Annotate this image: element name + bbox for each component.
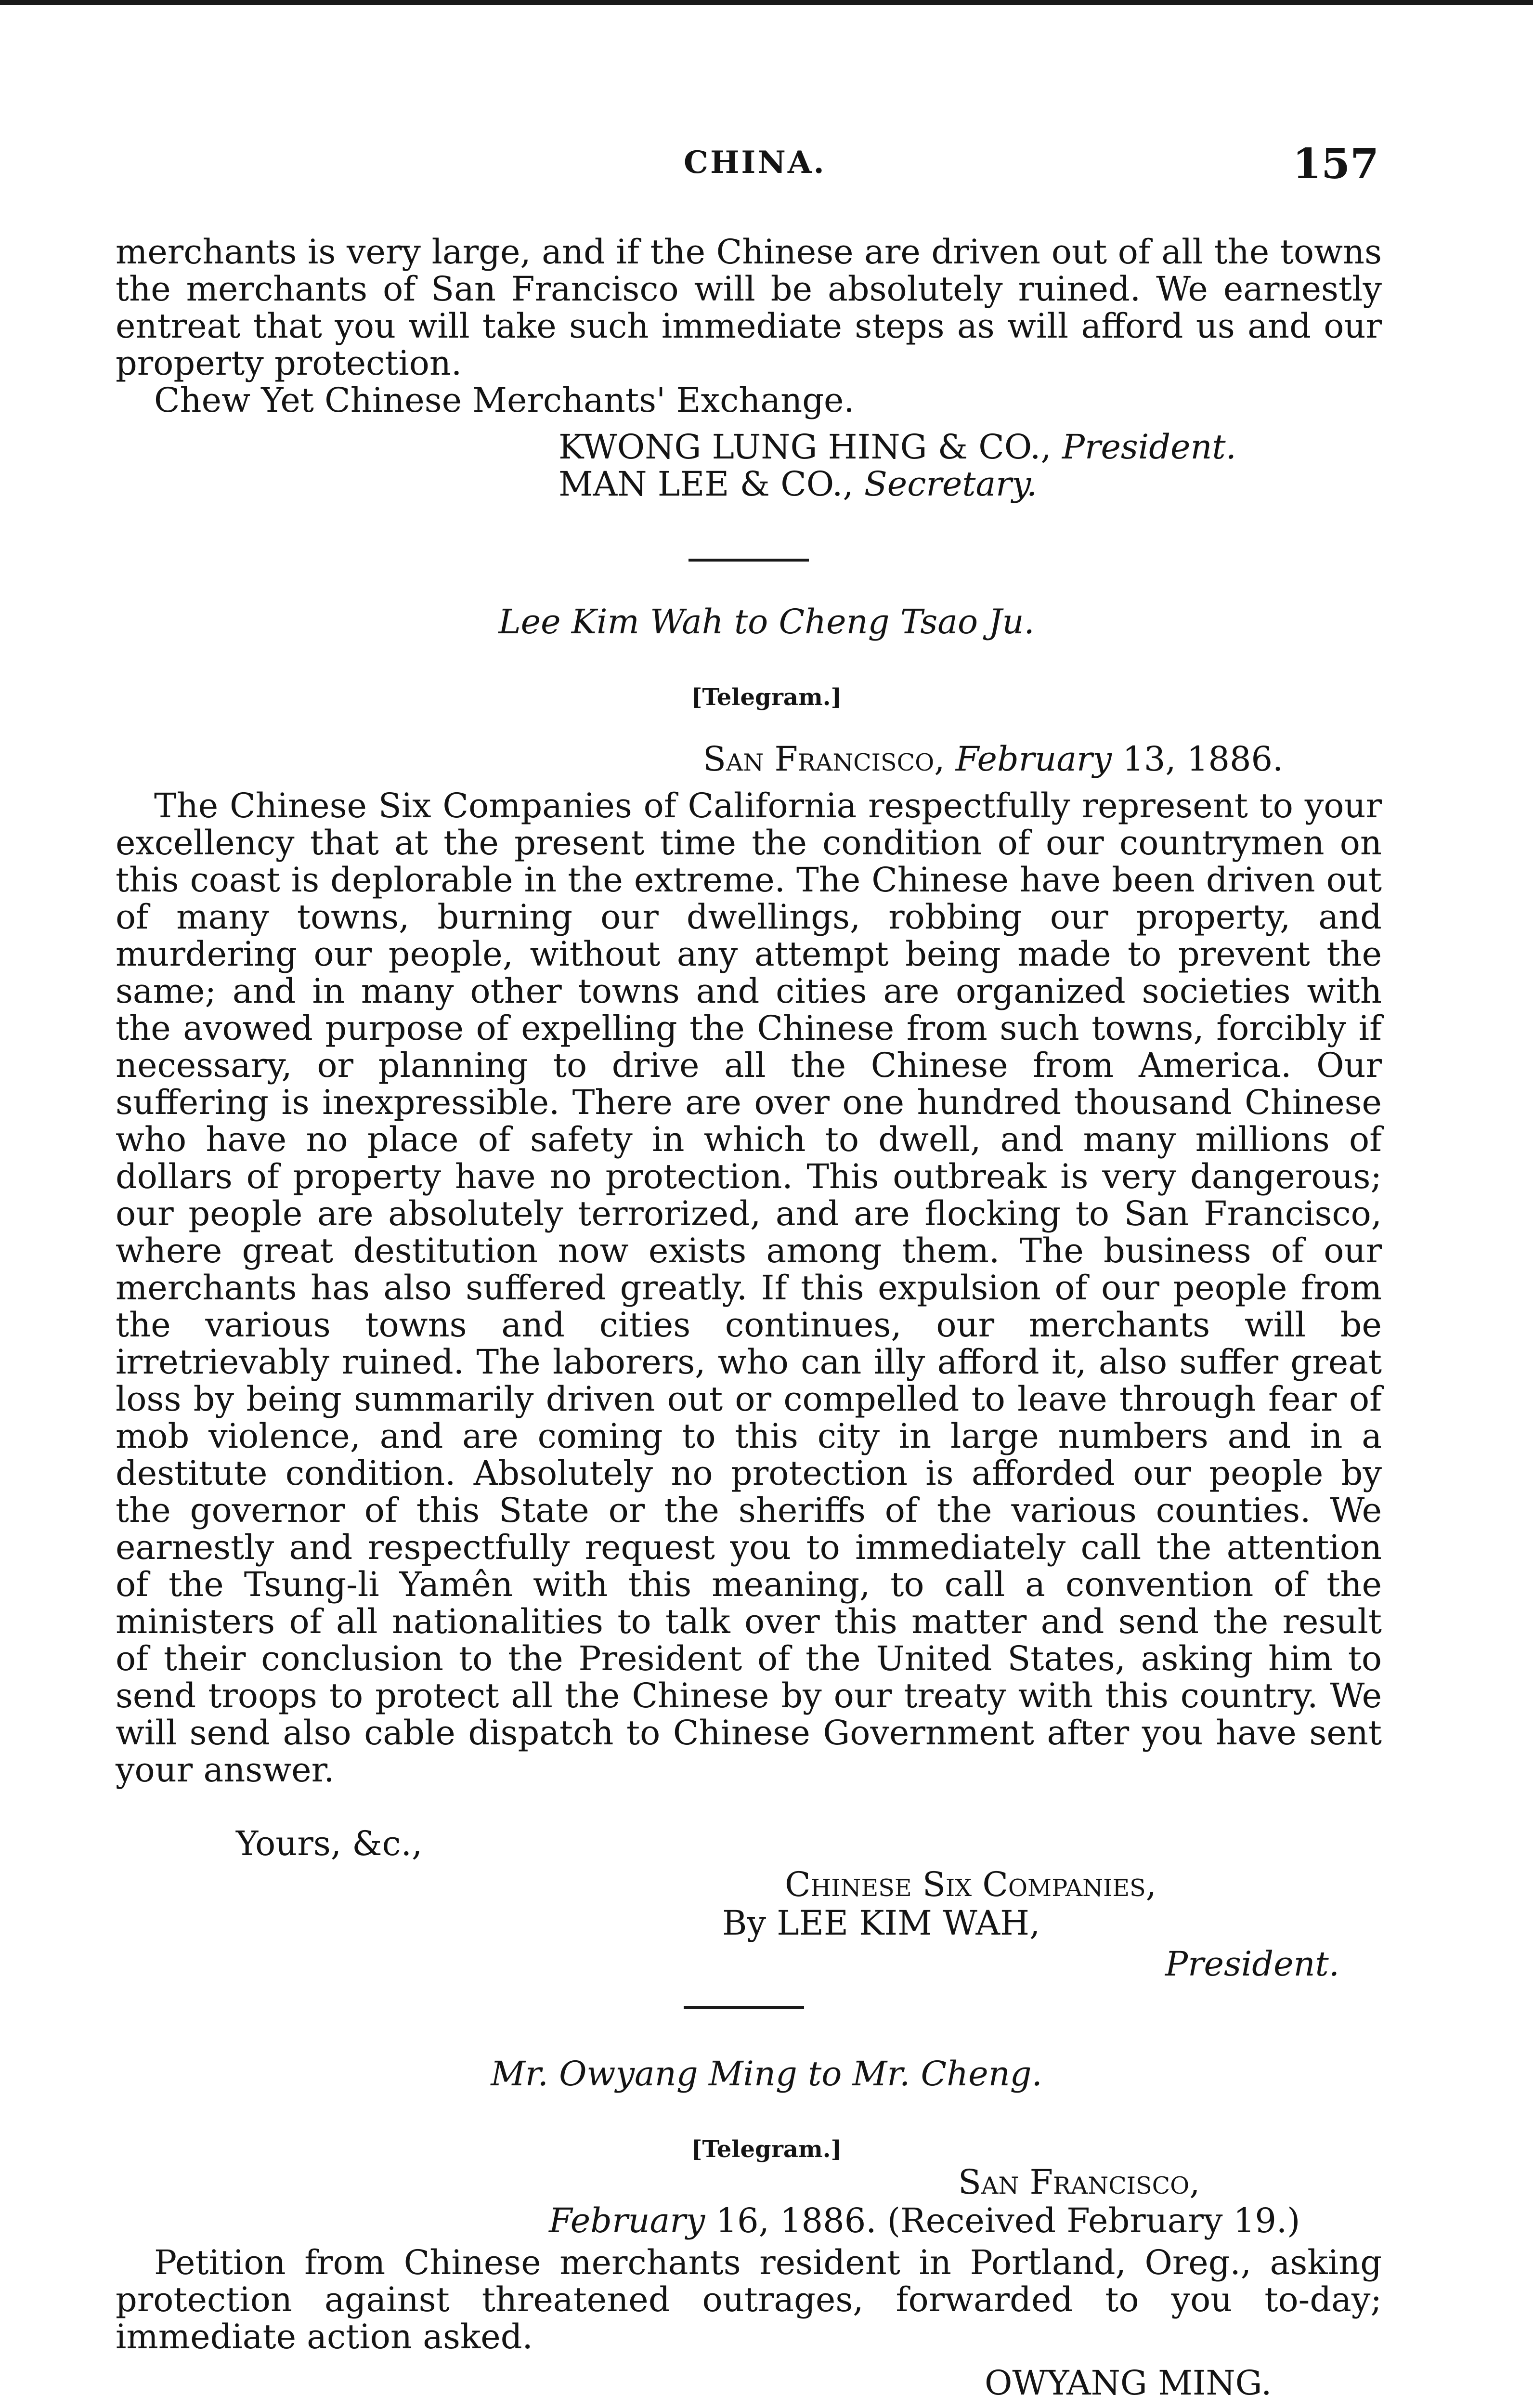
- page-number: 157: [1292, 140, 1379, 188]
- telegram-body: [116, 787, 1382, 1789]
- date-month: February: [549, 2201, 705, 2240]
- signoff: Chew Yet Chinese Merchants' Exchange.: [154, 380, 855, 420]
- page-top-border: [0, 0, 1533, 5]
- paragraph: Petition from Chinese merchants resident in Portland, Oreg., asking protection against threatened outrages, forwarded to you to-day; immediate action asked.: [116, 2243, 1382, 2356]
- place: [958, 2162, 1200, 2202]
- signatory-title: President.: [1062, 427, 1236, 467]
- signature: OWYANG MING.: [985, 2363, 1272, 2403]
- section-divider: [684, 2006, 804, 2009]
- date-rest: 16, 1886.: [715, 2201, 877, 2240]
- paragraph: merchants is very large, and if the Chinese are driven out of all the towns the merchants of San Francisco will be absolutely ruined. We earnestly entreat that you will take such immediate steps as will afford us and our property protection.: [116, 232, 1382, 383]
- dateline: [549, 2201, 1300, 2240]
- received-note: (Received February 19.): [887, 2201, 1300, 2240]
- closing: Yours, &c.,: [236, 1824, 423, 1863]
- date-rest: 13, 1886.: [1122, 739, 1284, 779]
- place-text: San Francisco,: [958, 2162, 1200, 2202]
- running-header: CHINA.: [684, 144, 826, 181]
- telegram-label: [Telegram.]: [691, 684, 842, 711]
- letter-heading: Lee Kim Wah to Cheng Tsao Ju.: [498, 602, 1035, 641]
- signatory-title: President.: [1165, 1944, 1339, 1984]
- section-divider: [689, 559, 809, 562]
- paragraph: The Chinese Six Companies of California respectfully represent to your excellency that at the present time the condition of our countrymen on this coast is deplorable in the extreme. The Chinese have been driven out of many towns, burning our dwellings, robbing our property, and murdering our people, without any attempt being made to prevent the same; and in many other towns and cities are organized societies with the avowed purpose of expelling the Chinese from such towns, forcibly if necessary, or planning to drive all the Chinese from America. Our suffering is inexpressible. There are over one hundred thousand Chinese who have no place of safety in which to dwell, and many millions of dollars of property have no protection. This outbreak is very dangerous; our people are absolutely terrorized, and are flocking to San Francisco, where great destitution now exists among them. The business of our merchants has also suffered greatly. If this expulsion of our people from the various towns and cities continues, our merchants will be irretrievably ruined. The laborers, who can illy afford it, also suffer great loss by being summarily driven out or compelled to leave through fear of mob violence, and are coming to this city in large numbers and in a destitute condition. Absolutely no protection is afforded our people by the governor of this State or the sheriffs of the various counties. We earnestly and respectfully request you to immediately call the attention of the Tsung-li Yamên with this meaning, to call a convention of the ministers of all nationalities to talk over this matter and send the result of their conclusion to the President of the United States, asking him to send troops to protect all the Chinese by our treaty with this country. We will send also cable dispatch to Chinese Government after you have sent your answer.: [116, 786, 1382, 1790]
- dateline: [703, 739, 1283, 779]
- letter-heading: Mr. Owyang Ming to Mr. Cheng.: [491, 2054, 1042, 2094]
- signatory-title: Secretary.: [864, 464, 1038, 504]
- place: San Francisco,: [703, 739, 945, 779]
- letter-continuation: [116, 234, 1382, 419]
- signatory-name: KWONG LUNG HING & CO.,: [559, 427, 1052, 467]
- telegram-label: [Telegram.]: [691, 2136, 842, 2163]
- signature-president: [559, 429, 1236, 466]
- signatory-name: MAN LEE & CO.,: [559, 464, 854, 504]
- date-month: February: [955, 739, 1112, 779]
- organization: Chinese Six Companies,: [785, 1865, 1156, 1904]
- telegram-body: [116, 2244, 1382, 2356]
- signature-secretary: [559, 466, 1037, 503]
- by-line: By LEE KIM WAH,: [722, 1903, 1040, 1943]
